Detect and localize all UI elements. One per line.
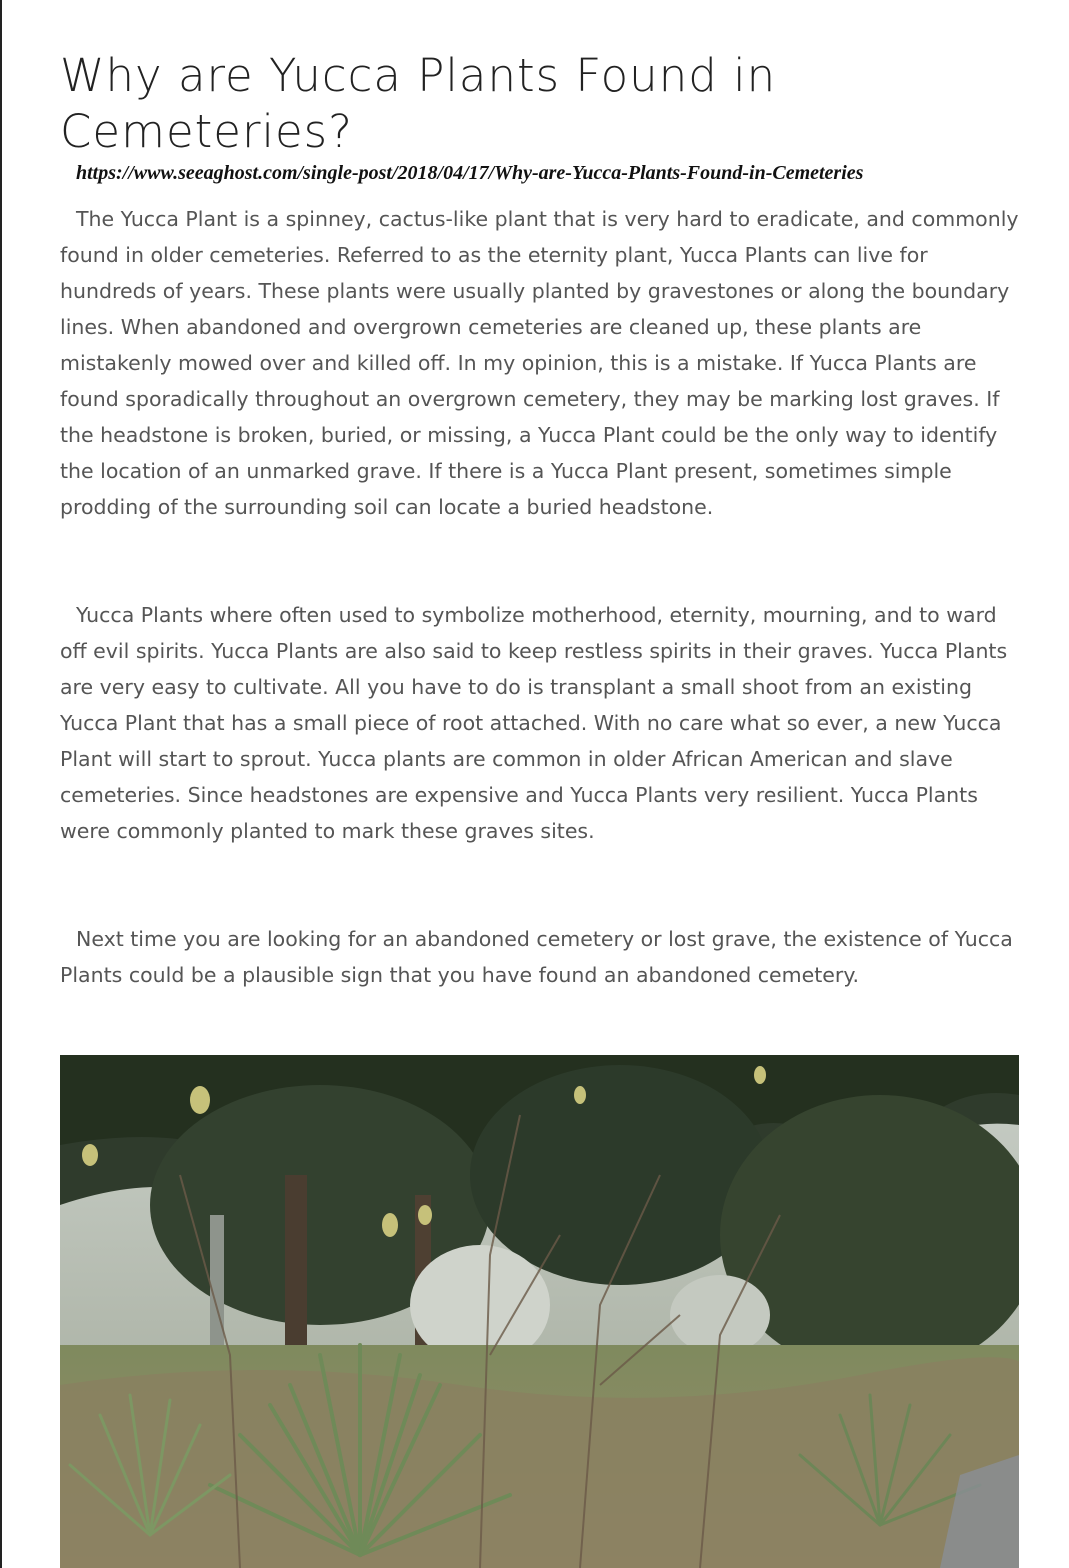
paragraph-2: Yucca Plants where often used to symbolize motherhood, eternity, mourning, and to ward off evil spirits. Yucca Plants are also said to keep restless spirits in their graves. Yucca Plants are very easy to cultivate. All you have to do is transplant a small shoot from an existing Yucca Plant that has a small piece of root attached. With no care what so ever, a new Yucca Plant will start to sprout. Yucca plants are common in older African American and slave cemeteries. Since headstones are expensive and Yucca Plants very resilient. Yucca Plants were commonly planted to mark these graves sites. [60, 603, 1008, 843]
yucca-photo-illustration [60, 1055, 1019, 1568]
article-title: Why are Yucca Plants Found in Cemeteries? [60, 49, 777, 158]
source-url[interactable]: https://www.seeaghost.com/single-post/2018/04/17/Why-are-Yucca-Plants-Found-in-Cemeteries [76, 162, 864, 184]
yucca-cemetery-photo [60, 1055, 1019, 1568]
paragraph-3: Next time you are looking for an abandoned cemetery or lost grave, the existence of Yucca Plants could be a plausible sign that you have found an abandoned cemetery. [60, 927, 1013, 987]
paragraph-1: The Yucca Plant is a spinney, cactus-like plant that is very hard to eradicate, and commonly found in older cemeteries. Referred to as the eternity plant, Yucca Plants can live for hundreds of years. These plants were usually planted by gravestones or along the boundary lines. When abandoned and overgrown cemeteries are cleaned up, these plants are mistakenly mowed over and killed off. In my opinion, this is a mistake. If Yucca Plants are found sporadically throughout an overgrown cemetery, they may be marking lost graves. If the headstone is broken, buried, or missing, a Yucca Plant could be the only way to identify the location of an unmarked grave. If there is a Yucca Plant present, sometimes simple prodding of the surrounding soil can locate a buried headstone. [60, 207, 1019, 519]
